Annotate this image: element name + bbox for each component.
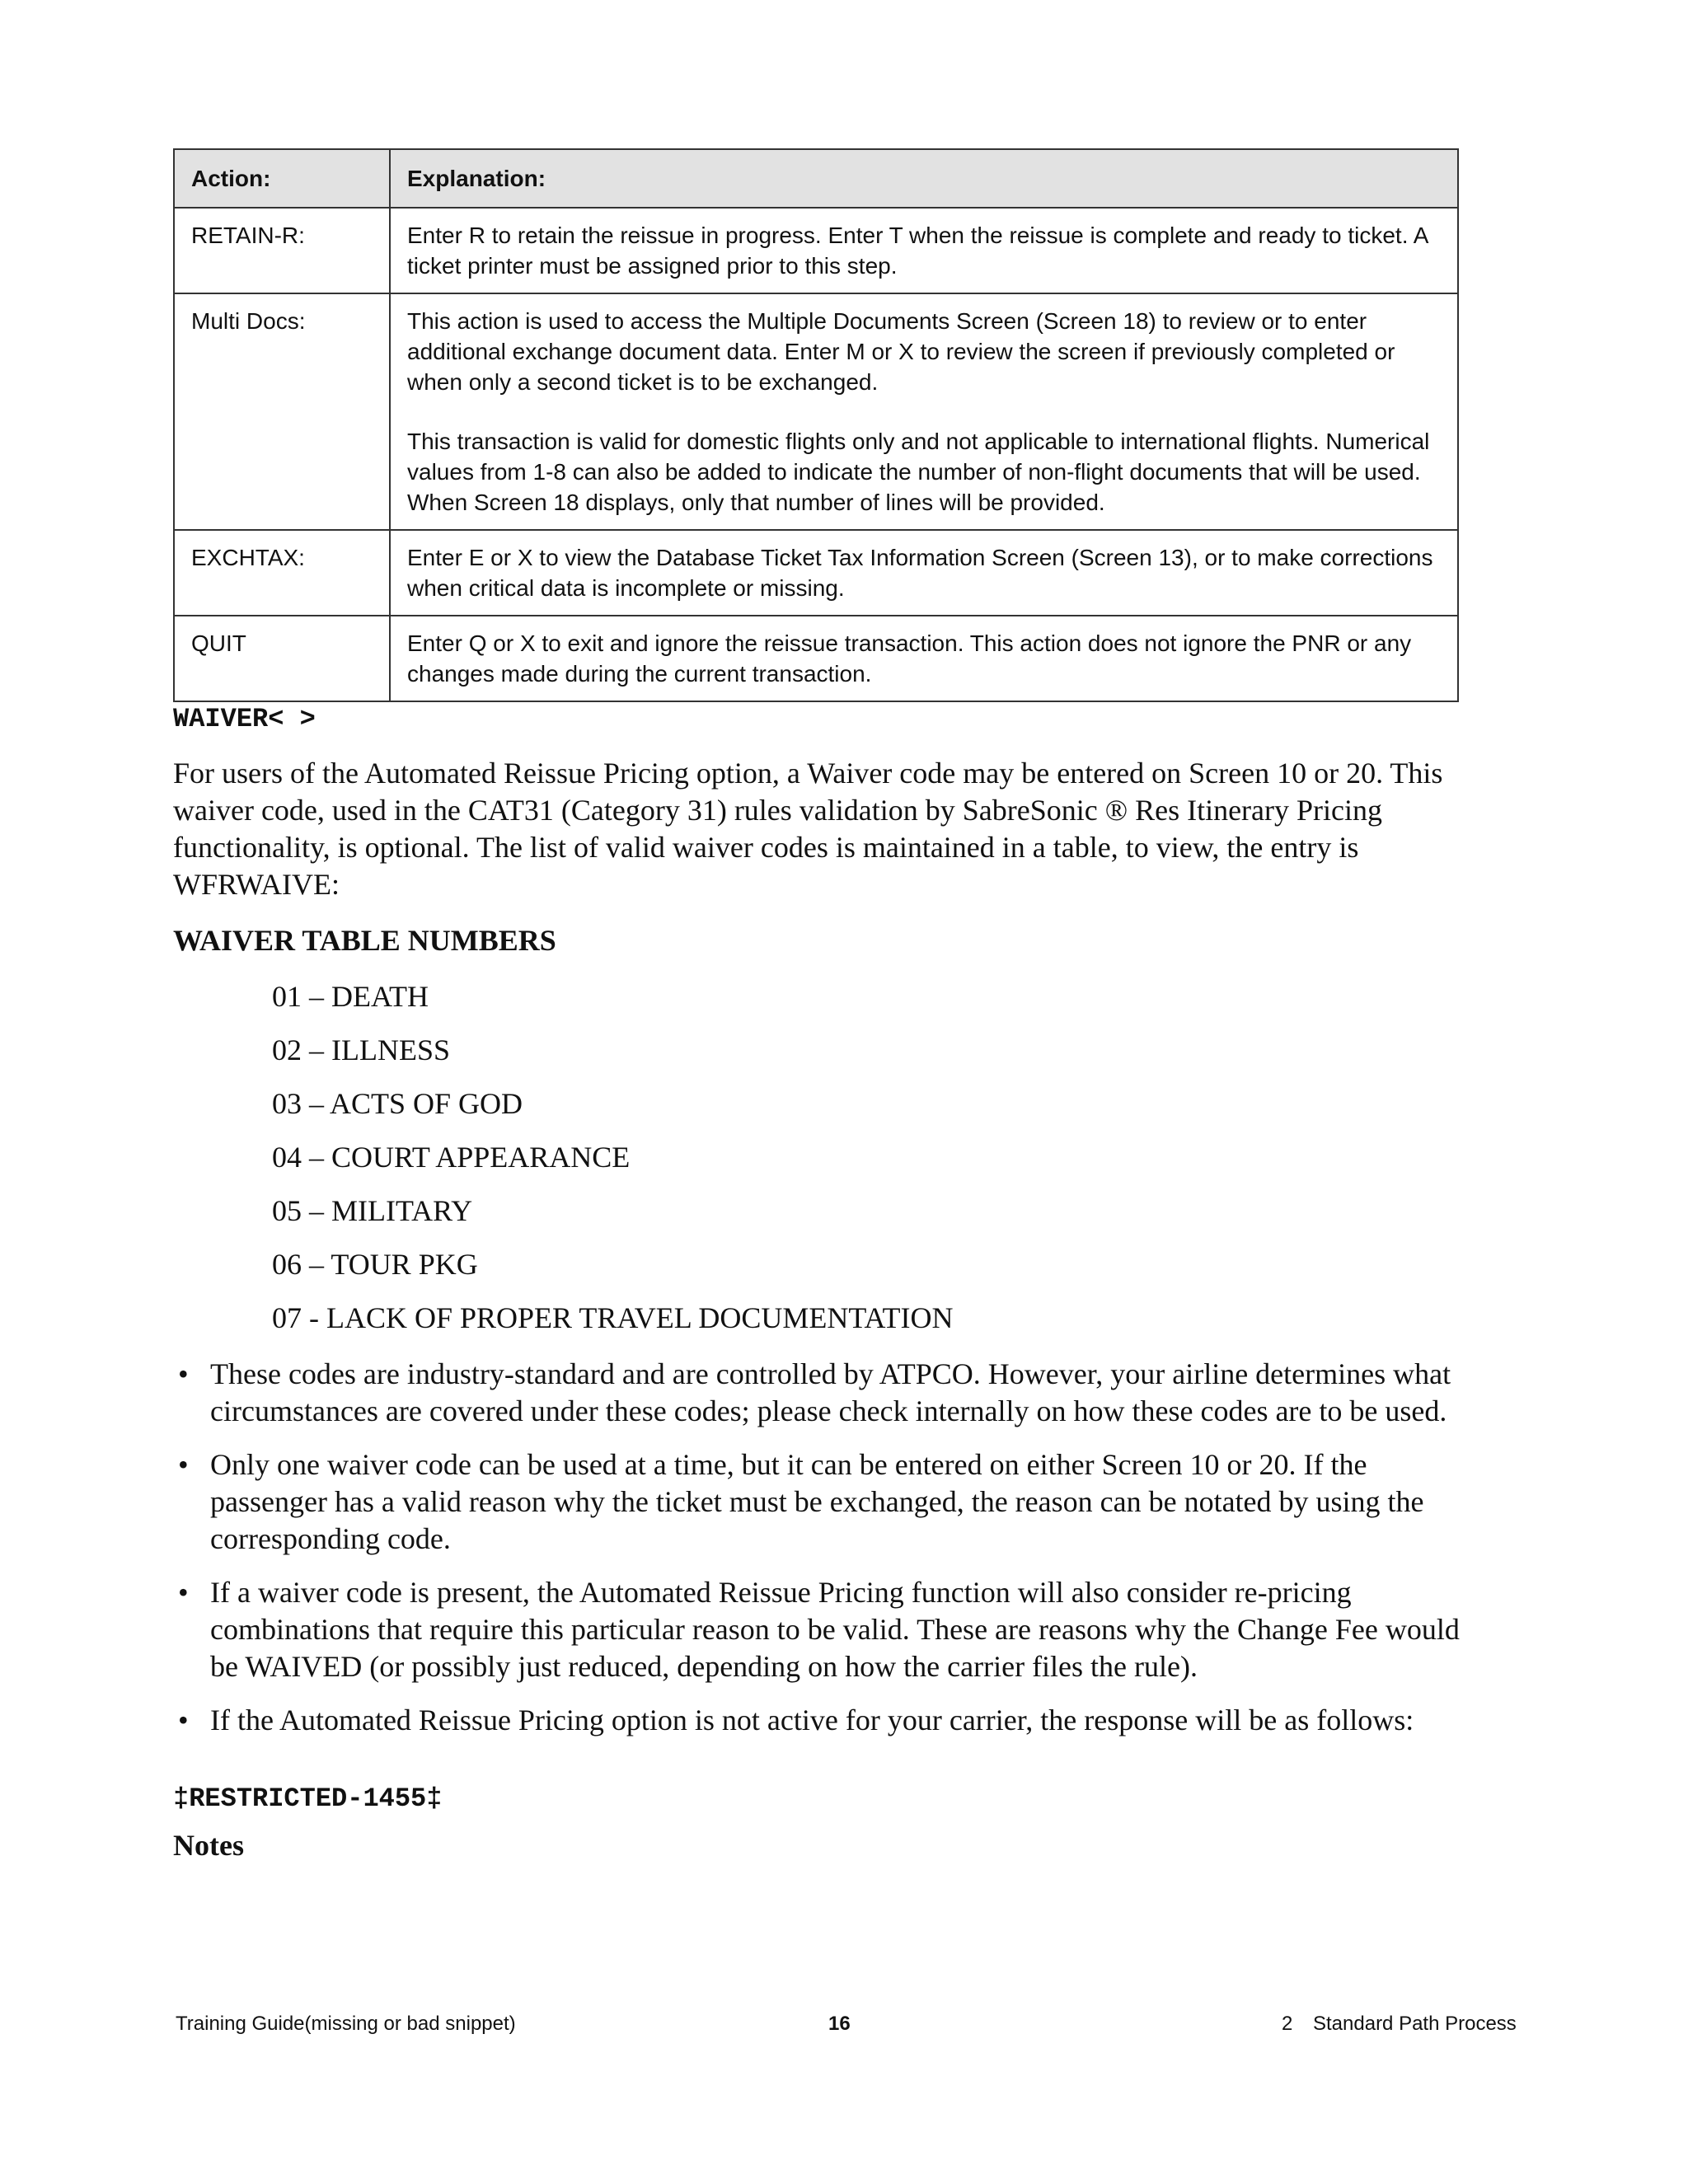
action-cell: Multi Docs:	[174, 293, 390, 530]
explanation-cell	[390, 616, 1458, 701]
footer-chapter-number: 2	[1282, 2013, 1293, 2035]
bullet-item	[173, 1356, 1475, 1430]
list-item: 05 – MILITARY	[272, 1194, 473, 1227]
explanation-text: This action is used to access the Multiple Documents Screen (Screen 18) to review or to enter additional exchange document data. Enter M or X to review the screen if previously completed or when only a second ticket is to be exchanged.	[407, 308, 1395, 395]
column-header-explanation: Explanation:	[390, 149, 1458, 208]
explanation-text: This transaction is valid for domestic flights only and not applicable to international flights. Numerical values from 1-8 can also be added to indicate the number of non-flight documents that will be used. When Screen 18 displays, only that number of lines will be provided.	[407, 429, 1430, 515]
bullet-text: These codes are industry-standard and are controlled by ATPCO. However, your airline determines what circumstances are covered under these codes; please check internally on how these codes are to be used.	[210, 1357, 1451, 1427]
explanation-cell	[390, 208, 1458, 293]
table-row	[174, 616, 1458, 701]
bullet-icon: •	[178, 1448, 189, 1481]
waiver-table-heading: WAIVER TABLE NUMBERS	[173, 924, 556, 957]
footer-document-title: Training Guide(missing or bad snippet)	[176, 2013, 516, 2035]
bullet-text: If a waiver code is present, the Automated Reissue Pricing function will also consider re-pricing combinations that require this particular reason to be valid. These are reasons why the Change Fee would be WAIVED (or possibly just reduced, depending on how the carrier files the rule).	[210, 1576, 1460, 1683]
list-item: 07 - LACK OF PROPER TRAVEL DOCUMENTATION	[272, 1301, 954, 1334]
restricted-response: ‡RESTRICTED-1455‡	[173, 1783, 443, 1814]
action-cell: RETAIN-R:	[174, 208, 390, 293]
bullet-icon: •	[178, 1357, 189, 1390]
list-item: 01 – DEATH	[272, 980, 429, 1013]
table-row	[174, 530, 1458, 616]
table-header-row	[174, 149, 1458, 208]
list-item: 02 – ILLNESS	[272, 1033, 450, 1066]
bullet-item	[173, 1574, 1475, 1685]
table-row	[174, 293, 1458, 530]
list-item: 06 – TOUR PKG	[272, 1248, 478, 1281]
bullet-item	[173, 1702, 1475, 1739]
footer-chapter-title: Standard Path Process	[1313, 2013, 1517, 2035]
explanation-text: Enter Q or X to exit and ignore the reissue transaction. This action does not ignore the PNR or any changes made during the current transaction.	[407, 630, 1412, 687]
bullet-icon: •	[178, 1704, 189, 1736]
bullet-text: If the Automated Reissue Pricing option is not active for your carrier, the response will be as follows:	[210, 1704, 1414, 1736]
waiver-code-list	[272, 978, 954, 1353]
waiver-heading: WAIVER< >	[173, 704, 316, 734]
bullet-item	[173, 1446, 1475, 1558]
bullet-icon: •	[178, 1576, 189, 1609]
explanation-text: Enter E or X to view the Database Ticket Tax Information Screen (Screen 13), or to make corrections when critical data is incomplete or missing.	[407, 545, 1433, 601]
bullet-text: Only one waiver code can be used at a time, but it can be entered on either Screen 10 or 20. If the passenger has a valid reason why the ticket must be exchanged, the reason can be notated by using the corresponding code.	[210, 1448, 1424, 1555]
action-cell: EXCHTAX:	[174, 530, 390, 616]
waiver-intro: For users of the Automated Reissue Pricing option, a Waiver code may be entered on Screen 10 or 20. This waiver code, used in the CAT31 (Category 31) rules validation by SabreSonic ® Res Itinerary Pricing functionality, is optional. The list of valid waiver codes is maintained in a table, to view, the entry is WFRWAIVE:	[173, 757, 1443, 901]
table-row	[174, 208, 1458, 293]
column-header-action: Action:	[174, 149, 390, 208]
footer-page-number: 16	[828, 2013, 851, 2035]
notes-heading: Notes	[173, 1829, 244, 1862]
action-cell: QUIT	[174, 616, 390, 701]
explanation-cell	[390, 293, 1458, 530]
list-item: 04 – COURT APPEARANCE	[272, 1141, 631, 1174]
list-item: 03 – ACTS OF GOD	[272, 1087, 523, 1120]
explanation-text: Enter R to retain the reissue in progress. Enter T when the reissue is complete and ready to ticket. A ticket printer must be assigned prior to this step.	[407, 223, 1428, 279]
bullet-list	[173, 1356, 1475, 1755]
action-table	[173, 148, 1459, 702]
explanation-cell	[390, 530, 1458, 616]
